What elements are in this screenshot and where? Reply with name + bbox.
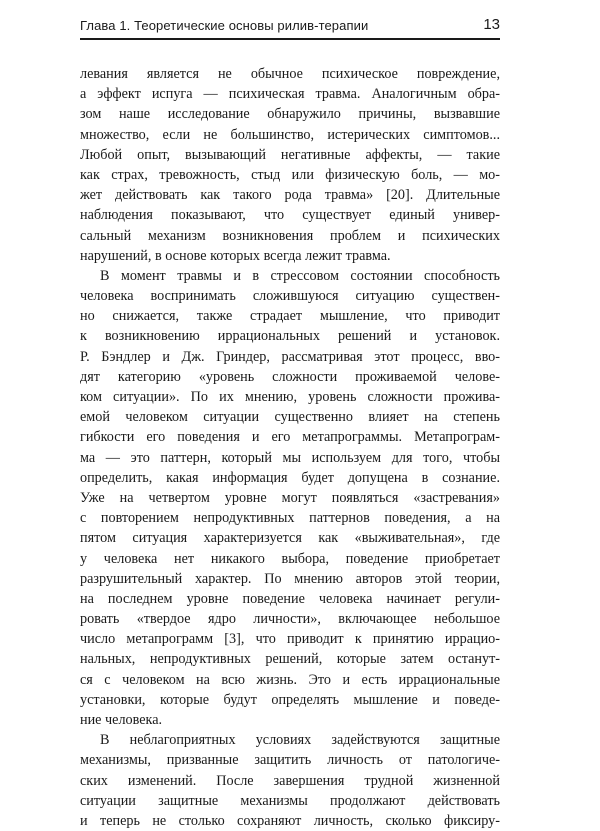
text-line: дят категорию «уровень сложности проживаемой челове- [80,368,500,385]
text-line: разрушительный характер. По мнению авторов этой теории, [80,570,500,587]
text-line: В неблагоприятных условиях задействуются защитные [100,732,500,749]
body-text [80,64,500,831]
text-line: емой человеком ситуации существенно влияет на степень [80,409,500,426]
text-line: Любой опыт, вызывающий негативные аффекты, — такие [80,146,500,163]
text-line: ком ситуации». По их мнению, уровень сложности прожива- [80,389,500,405]
chapter-title: Глава 1. Теоретические основы рилив-терапии [80,18,369,33]
running-header [80,14,500,40]
text-line: гибкости его поведения и его метапрограммы. Метапрограм- [80,429,500,446]
text-line: множество, если не большинство, истерических симптомов... [80,126,500,143]
text-line: определить, какая информация будет допущена в сознание. [80,469,500,486]
text-line: сальный механизм возникновения проблем и психических [80,227,500,244]
text-line: механизмы, призванные защитить личность от патологиче- [80,752,500,769]
text-line: и теперь не столько сохраняют личность, сколько фиксиру- [80,812,500,829]
text-line: пятом ситуация характеризуется как «выживательная», где [80,530,500,547]
text-line: установки, которые будут определять мышление и поведе- [80,691,500,708]
text-line: на последнем уровне поведение человека начинает регули- [80,590,500,607]
text-line: нарушений, в основе которых всегда лежит травма. [80,247,391,264]
text-line: к возникновению иррациональных решений и установок. [80,328,500,345]
text-line: Р. Бэндлер и Дж. Гриндер, рассматривая этот процесс, вво- [80,348,500,365]
text-line: жет действовать как такого рода травма» [20]. Длительные [80,187,500,204]
text-line: ровать «твердое ядро личности», включающее небольшое [80,611,500,628]
text-line: число метапрограмм [3], что приводит к принятию иррацио- [80,631,500,648]
text-line: с повторением непродуктивных паттернов поведения, а на [80,510,500,527]
text-line: но снижается, также страдает мышление, что приводит [80,308,500,325]
text-line: а эффект испуга — психическая травма. Аналогичным обра- [80,86,500,103]
text-line: ситуации защитные механизмы продолжают действовать [80,792,500,809]
text-line: зом наше исследование обнаружило причины, вызвавшие [80,106,500,123]
page-number: 13 [483,16,500,33]
text-line: нальных, непродуктивных решений, которые затем останут- [80,651,500,668]
text-line: ся с человеком на всю жизнь. Это и есть иррациональные [80,671,500,688]
text-line: ние человека. [80,712,163,728]
text-line: Уже на четвертом уровне могут появляться «застревания» [80,489,500,506]
text-line: наблюдения показывают, что существует единый универ- [80,207,500,224]
text-line: В момент травмы и в стрессовом состоянии способность [100,267,500,284]
text-line: ских изменений. После завершения трудной жизненной [80,772,500,789]
text-line: у человека нет никакого выбора, поведение приобретает [80,550,500,567]
text-line: левания является не обычное психическое повреждение, [80,66,500,82]
text-line: как страх, тревожность, стыд или физическую боль, — мо- [80,166,500,183]
text-line: человека воспринимать сложившуюся ситуацию существен- [80,288,500,305]
text-line: ма — это паттерн, который мы используем для того, чтобы [80,449,500,466]
